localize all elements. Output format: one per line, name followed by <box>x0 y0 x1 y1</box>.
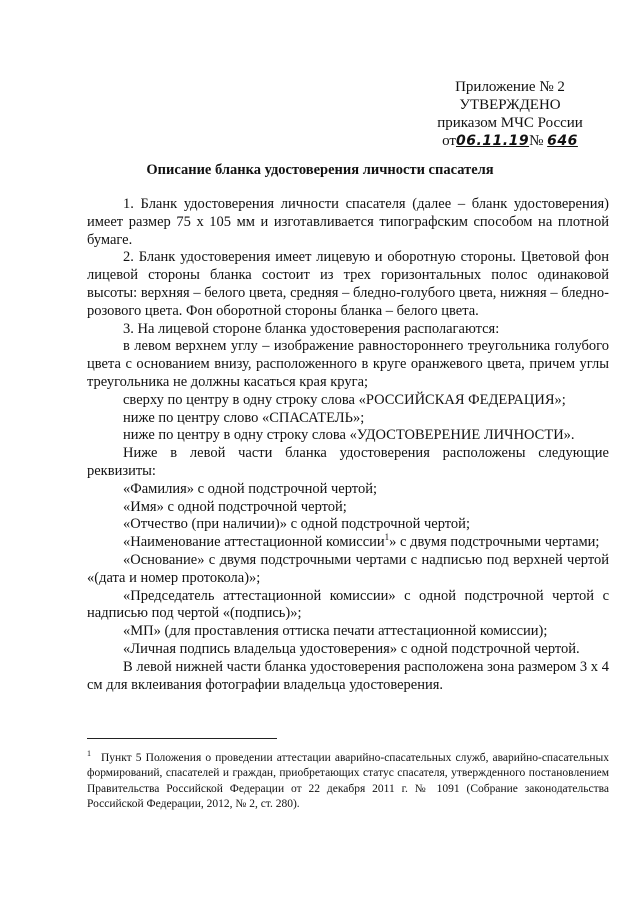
paragraph: «МП» (для проставления оттиска печати аттестационной комиссии); <box>123 623 548 640</box>
paragraph: сверху по центру в одну строку слова «РОССИЙСКАЯ ФЕДЕРАЦИЯ»; <box>123 391 566 408</box>
paragraph: «Имя» с одной подстрочной чертой; <box>123 498 347 515</box>
order-label: приказом МЧС России <box>437 115 583 131</box>
number-label: № <box>529 133 544 149</box>
approval-block <box>420 78 600 150</box>
paragraph: «Председатель аттестационной комиссии» с одной подстрочной чертой с надписью под чертой «(подпись)»; <box>87 587 609 622</box>
paragraph: ниже по центру слово «СПАСАТЕЛЬ»; <box>123 409 365 426</box>
approved-label: УТВЕРЖДЕНО <box>459 97 561 113</box>
document-body <box>87 196 609 694</box>
paragraph: 2. Бланк удостоверения имеет лицевую и оборотную стороны. Цветовой фон лицевой стороны бланка состоит из трех горизонтальных полос одинаковой высоты: верхняя – белого цвета, средняя – бледно-голубого цвета, нижняя – бледно-розового цвета. Фон оборотной стороны бланка – белого цвета. <box>87 249 609 319</box>
footnote <box>87 746 609 813</box>
paragraph-commission <box>87 534 609 552</box>
order-date-number <box>420 132 600 150</box>
footnote-text: Пункт 5 Положения о проведении аттестации аварийно-спасательных служб, аварийно-спасательных формирований, спасателей и граждан, приобретающих статус спасателя, утвержденного постановлением Правительства Российской Федерации от 22 декабря 2011 г. № 1091 (Собрание законодательства Российской Федерации, 2012, № 2, ст. 280). <box>87 751 609 811</box>
paragraph: «Личная подпись владельца удостоверения» с одной подстрочной чертой. <box>123 640 580 657</box>
footnote-mark: 1 <box>87 749 91 758</box>
handwritten-date: 06.11.19 <box>455 133 530 149</box>
paragraph: 3. На лицевой стороне бланка удостоверения располагаются: <box>123 320 500 337</box>
handwritten-number: 646 <box>547 133 578 149</box>
footnote-reference[interactable]: 1 <box>384 532 390 543</box>
paragraph: В левой нижней части бланка удостоверения расположена зона размером 3 х 4 см для вклеивания фотографии владельца удостоверения. <box>87 658 609 693</box>
paragraph: в левом верхнем углу – изображение равностороннего треугольника голубого цвета с основанием внизу, расположенного в круге оранжевого цвета, причем углы треугольника не должны касаться края круга; <box>87 338 609 390</box>
paragraph: 1. Бланк удостоверения личности спасателя (далее – бланк удостоверения) имеет размер 75 х 105 мм и изготавливается типографским способом на плотной бумаге. <box>87 196 609 248</box>
appendix-number: Приложение № 2 <box>455 79 565 95</box>
paragraph: Ниже в левой части бланка удостоверения расположены следующие реквизиты: <box>87 445 609 479</box>
footnote-divider <box>87 738 277 739</box>
document-title: Описание бланка удостоверения личности спасателя <box>146 162 494 178</box>
paragraph: «Основание» с двумя подстрочными чертами с надписью под верхней чертой «(дата и номер протокола)»; <box>87 551 609 586</box>
paragraph: «Отчество (при наличии)» с одной подстрочной чертой; <box>123 516 470 533</box>
from-label: от <box>442 133 456 149</box>
commission-text-after: » с двумя подстрочными чертами; <box>389 534 600 551</box>
commission-text-before: «Наименование аттестационной комиссии <box>123 534 385 551</box>
paragraph: ниже по центру в одну строку слова «УДОСТОВЕРЕНИЕ ЛИЧНОСТИ». <box>123 427 575 444</box>
paragraph: «Фамилия» с одной подстрочной чертой; <box>123 480 377 497</box>
